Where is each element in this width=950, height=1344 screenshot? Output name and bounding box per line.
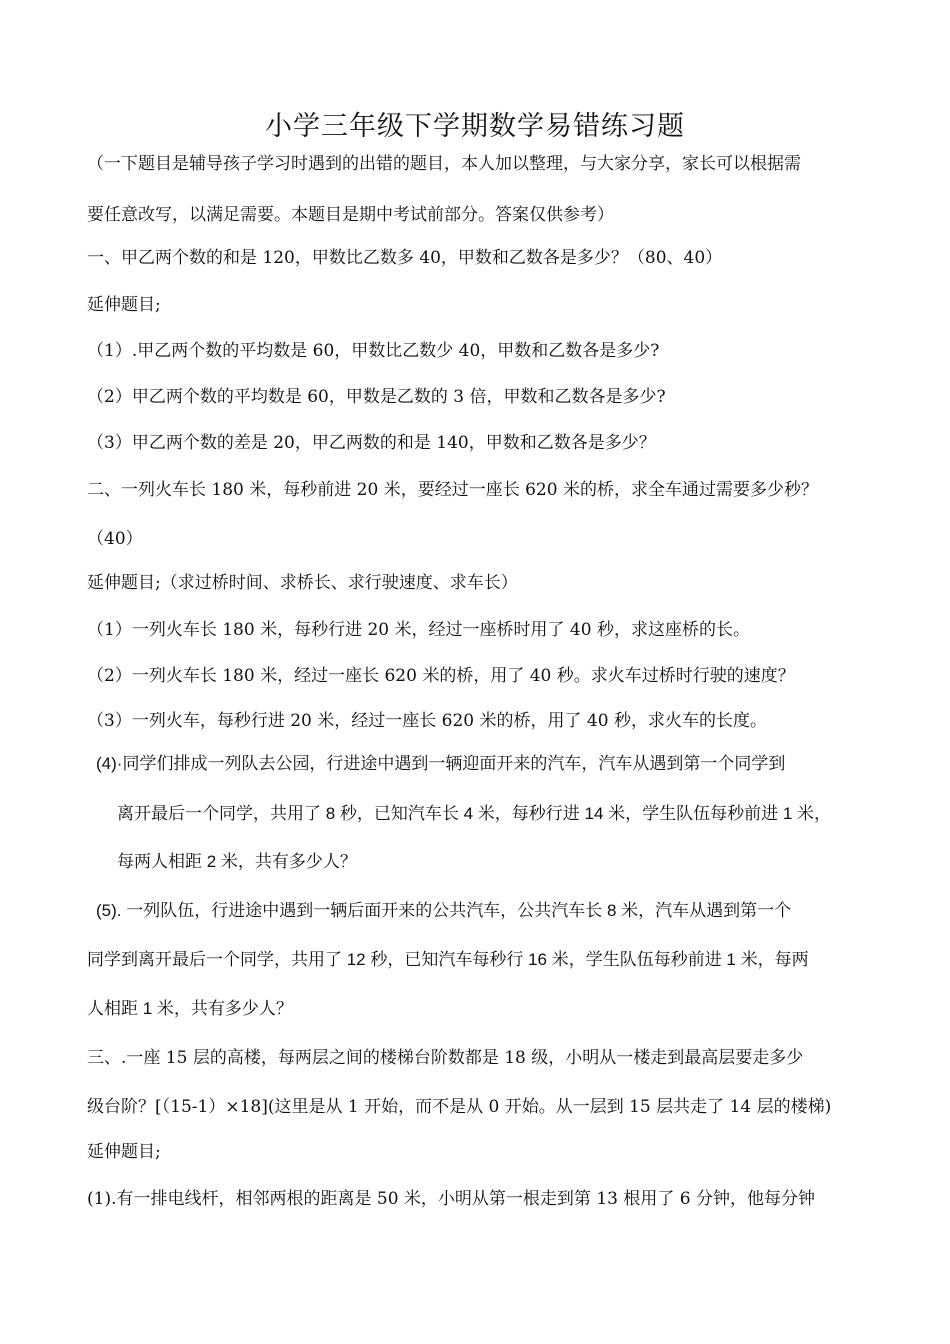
- extension-heading-2: 延伸题目;（求过桥时间、求桥长、求行驶速度、求车长）: [87, 573, 518, 593]
- question-3-ext-1: (1).有一排电线杆，相邻两根的距离是 50 米，小明从第一根走到第 13 根用了 6 分钟，他每分钟: [87, 1189, 815, 1209]
- question-1-ext-2: （2）甲乙两个数的平均数是 60，甲数是乙数的 3 倍，甲数和乙数各是多少?: [87, 387, 666, 407]
- question-2-answer: （40）: [87, 529, 143, 549]
- question-2: 二、一列火车长 180 米，每秒前进 20 米，要经过一座长 620 米的桥，求全车通过需要多少秒？: [87, 480, 818, 500]
- question-2-ext-1: （1）一列火车长 180 米，每秒行进 20 米，经过一座桥时用了 40 秒，求这座桥的长。: [87, 620, 750, 640]
- intro-line-1: （一下题目是辅导孩子学习时遇到的出错的题目，本人加以整理，与大家分享，家长可以根据需: [87, 154, 801, 174]
- question-2-ext-5-line-2: 同学到离开最后一个同学，共用了 12 秒，已知汽车每秒行 16 米，学生队伍每秒前进 1 米，每两: [87, 950, 809, 969]
- question-1-ext-3: （3）甲乙两个数的差是 20，甲乙两数的和是 140，甲数和乙数各是多少？: [87, 433, 656, 453]
- question-3-line-1: 三、.一座 15 层的高楼，每两层之间的楼梯台阶数都是 18 级，小明从一楼走到最高层要走多少: [87, 1048, 804, 1068]
- question-2-ext-3: （3）一列火车，每秒行进 20 米，经过一座长 620 米的桥，用了 40 秒，求火车的长度。: [87, 711, 767, 731]
- intro-line-2: 要任意改写，以满足需要。本题目是期中考试前部分。答案仅供参考）: [87, 205, 614, 225]
- question-2-ext-4-line-1: (4)·同学们排成一列队去公园，行进途中遇到一辆迎面开来的汽车，汽车从遇到第一个同学到: [96, 754, 786, 773]
- question-2-ext-5-line-3: 人相距 1 米，共有多少人？: [87, 999, 293, 1018]
- question-3-line-2: 级台阶？[（15-1）×18](这里是从 1 开始，而不是从 0 开始。从一层到 15 层共走了 14 层的楼梯): [87, 1097, 832, 1117]
- question-2-ext-4-line-3: 每两人相距 2 米，共有多少人？: [117, 852, 357, 871]
- extension-heading-1: 延伸题目;: [87, 295, 161, 315]
- question-2-ext-2: （2）一列火车长 180 米，经过一座长 620 米的桥，用了 40 秒。求火车过桥时行驶的速度？: [87, 666, 795, 686]
- question-1: 一、甲乙两个数的和是 120，甲数比乙数多 40，甲数和乙数各是多少？（80、40）: [87, 248, 723, 268]
- question-2-ext-5-line-1: (5). 一列队伍，行进途中遇到一辆后面开来的公共汽车，公共汽车长 8 米，汽车从遇到第一个: [96, 901, 792, 920]
- question-1-ext-1: （1）.甲乙两个数的平均数是 60，甲数比乙数少 40，甲数和乙数各是多少?: [87, 341, 660, 361]
- question-2-ext-4-line-2: 离开最后一个同学，共用了 8 秒，已知汽车长 4 米，每秒行进 14 米，学生队伍每秒前进 1 米，: [117, 804, 832, 823]
- document-title: 小学三年级下学期数学易错练习题: [265, 111, 685, 142]
- extension-heading-3: 延伸题目;: [87, 1142, 161, 1162]
